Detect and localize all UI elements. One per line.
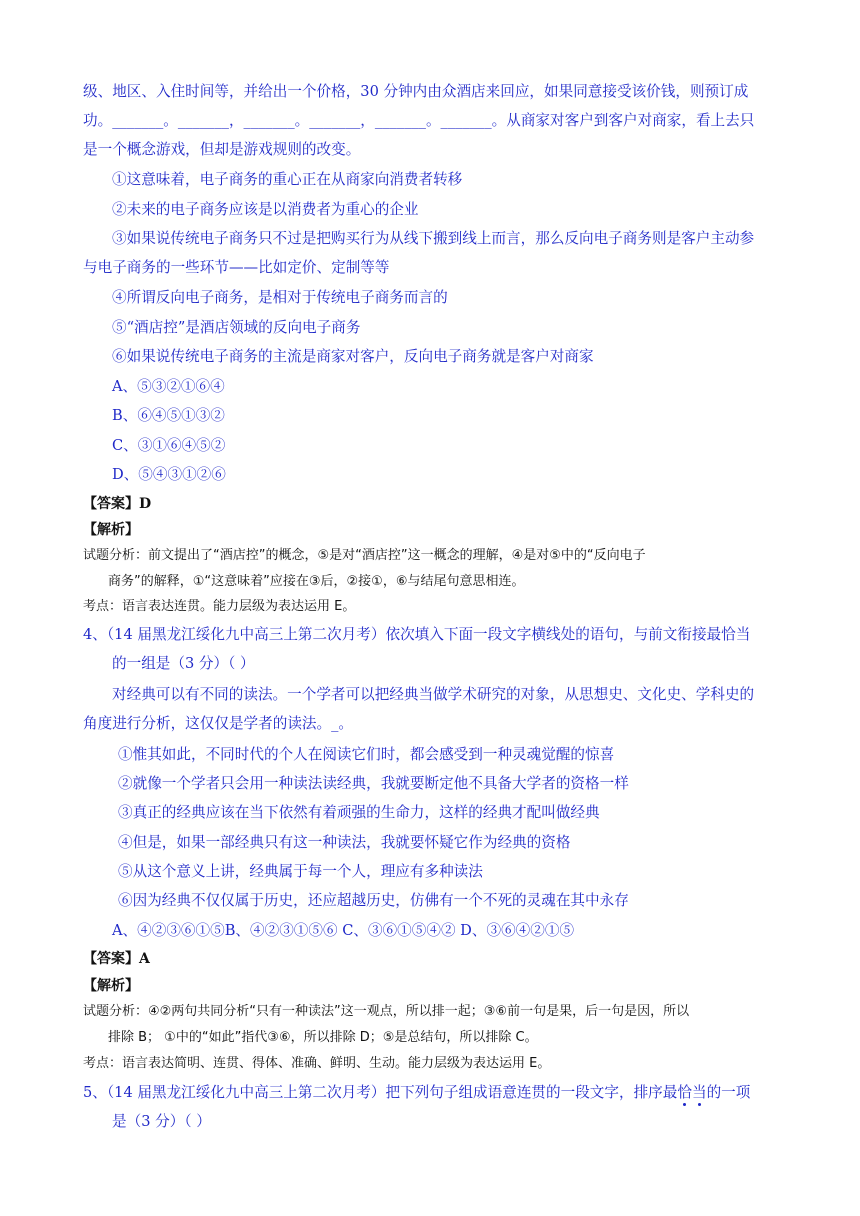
- q3-sentence-1: ①这意味着，电子商务的重心正在从商家向消费者转移: [112, 171, 463, 188]
- q4-sentence-6: ⑥因为经典不仅仅属于历史，还应超越历史，仿佛有一个不死的灵魂在其中永存: [118, 892, 629, 909]
- q3-option-a: A、⑤③②①⑥④: [112, 378, 225, 395]
- q3-sentence-3: ③如果说传统电子商务只不过是把购买行为从线下搬到线上而言，那么反向电子商务则是客户主动参: [112, 230, 755, 247]
- q3-analysis-heading: 【解析】: [83, 522, 139, 538]
- q3-kaodian: 考点：语言表达连贯。能力层级为表达运用 E。: [83, 599, 356, 614]
- q4-answer: 【答案】A: [83, 951, 150, 967]
- q4-analysis-line-1: 试题分析：④②两句共同分析“只有一种读法”这一观点，所以排一起；③⑥前一句是果，后一句是因，所以: [83, 1004, 690, 1019]
- q3-option-d: D、⑤④③①②⑥: [112, 466, 226, 483]
- q4-sentence-1: ①惟其如此，不同时代的个人在阅读它们时，都会感受到一种灵魂觉醒的惊喜: [118, 746, 615, 763]
- q4-passage-line-1: 对经典可以有不同的读法。一个学者可以把经典当做学术研究的对象，从思想史、文化史、学科史的: [112, 686, 755, 703]
- q3-sentence-3-cont: 与电子商务的一些环节——比如定价、定制等等: [83, 259, 390, 276]
- q3-text-line-2: 功。_______。_______，_______。_______，_______。_______。从商家对客户到客户对商家，看上去只: [83, 112, 755, 129]
- q4-stem-line-1: 4、（14 届黑龙江绥化九中高三上第二次月考）依次填入下面一段文字横线处的语句，与前文衔接最恰当: [83, 626, 751, 643]
- q5-emphasis-char-2: 当: [691, 1084, 707, 1101]
- q4-analysis-line-2: 排除 B； ①中的“如此”指代③⑥，所以排除 D；⑤是总结句，所以排除 C。: [108, 1030, 538, 1045]
- q3-answer: 【答案】D: [83, 496, 152, 512]
- q5-stem-text: 5、（14 届黑龙江绥化九中高三上第二次月考）把下列句子组成语意连贯的一段文字，排序最: [83, 1084, 678, 1101]
- q5-stem-line-2: 是（3 分）（ ）: [112, 1113, 211, 1130]
- q3-sentence-5: ⑤“酒店控”是酒店领域的反向电子商务: [112, 319, 361, 336]
- q3-analysis-line-2: 商务”的解释，①“这意味着”应接在③后，②接①，⑥与结尾句意思相连。: [108, 574, 525, 589]
- q3-sentence-2: ②未来的电子商务应该是以消费者为重心的企业: [112, 201, 419, 218]
- q3-sentence-6: ⑥如果说传统电子商务的主流是商家对客户，反向电子商务就是客户对商家: [112, 348, 594, 365]
- q3-text-line-1: 级、地区、入住时间等，并给出一个价格，30 分钟内由众酒店来回应，如果同意接受该价钱，则预订成: [83, 83, 749, 100]
- q3-text-line-3: 是一个概念游戏，但却是游戏规则的改变。: [83, 141, 361, 158]
- q5-emphasis-char-1: 恰: [677, 1084, 692, 1101]
- q5-stem-line-1: [83, 1082, 750, 1104]
- q4-passage-line-2: 角度进行分析，这仅仅是学者的读法。_。: [83, 715, 353, 732]
- q4-analysis-heading: 【解析】: [83, 978, 139, 994]
- q4-sentence-2: ②就像一个学者只会用一种读法读经典，我就要断定他不具备大学者的资格一样: [118, 775, 629, 792]
- q3-option-c: C、③①⑥④⑤②: [112, 437, 226, 454]
- q4-sentence-5: ⑤从这个意义上讲，经典属于每一个人，理应有多种读法: [118, 863, 483, 880]
- q3-analysis-line-1: 试题分析：前文提出了“酒店控”的概念，⑤是对“酒店控”这一概念的理解，④是对⑤中的“反向电子: [83, 548, 646, 563]
- q5-stem-text-end: 的一项: [706, 1084, 751, 1101]
- q4-sentence-4: ④但是，如果一部经典只有这一种读法，我就要怀疑它作为经典的资格: [118, 834, 571, 851]
- q3-sentence-4: ④所谓反向电子商务，是相对于传统电子商务而言的: [112, 289, 448, 306]
- q3-option-b: B、⑥④⑤①③②: [112, 407, 225, 424]
- q4-kaodian: 考点：语言表达简明、连贯、得体、准确、鲜明、生动。能力层级为表达运用 E。: [83, 1056, 551, 1071]
- q4-stem-line-2: 的一组是（3 分）（ ）: [112, 655, 255, 672]
- q4-options: A、④②③⑥①⑤B、④②③①⑤⑥ C、③⑥①⑤④② D、③⑥④②①⑤: [112, 922, 575, 939]
- q4-sentence-3: ③真正的经典应该在当下依然有着顽强的生命力，这样的经典才配叫做经典: [118, 804, 600, 821]
